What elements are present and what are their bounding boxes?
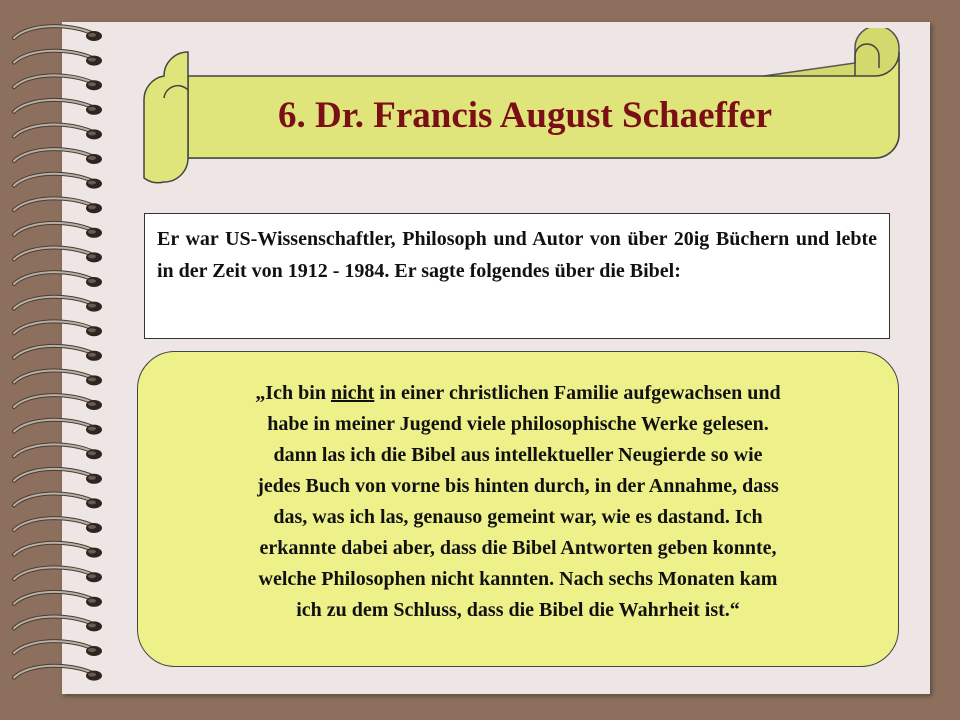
spiral-coil (14, 75, 102, 90)
spiral-coil (14, 346, 102, 361)
spiral-coil (14, 469, 102, 484)
spiral-coil (14, 666, 102, 681)
spiral-coil (14, 223, 102, 238)
quote-emphasis: nicht (330, 382, 375, 404)
quote-line-1-start: „Ich bin (255, 382, 331, 404)
quote-line-5: das, was ich las, genauso gemeint war, wie es dastand. Ich (273, 506, 763, 528)
quote-line-4: jedes Buch von vorne bis hinten durch, in der Annahme, dass (257, 475, 779, 497)
quote-line-8: ich zu dem Schluss, dass die Bibel die Wahrheit ist.“ (296, 599, 740, 621)
spiral-coil (14, 567, 102, 582)
spiral-coil (14, 100, 102, 115)
page-title: 6. Dr. Francis August Schaeffer (278, 95, 772, 136)
quote-line-3: dann las ich die Bibel aus intellektueller Neugierde so wie (273, 444, 763, 466)
spiral-binding (8, 22, 108, 698)
quote-line-1 (138, 378, 898, 409)
spiral-coil (14, 321, 102, 336)
spiral-coil (14, 420, 102, 435)
spiral-coil (14, 494, 102, 509)
spiral-coil (14, 641, 102, 656)
spiral-coil (14, 371, 102, 386)
spiral-coil (14, 174, 102, 189)
spiral-coil (14, 395, 102, 410)
spiral-coil (14, 149, 102, 164)
quote-line-6: erkannte dabei aber, dass die Bibel Antworten geben konnte, (259, 537, 777, 559)
spiral-coil (14, 592, 102, 607)
spiral-coil (14, 444, 102, 459)
quote-line-1-end: in einer christlichen Familie aufgewachsen und (374, 382, 781, 404)
spiral-coil (14, 617, 102, 632)
spiral-coil (14, 26, 102, 41)
spiral-coil (14, 248, 102, 263)
intro-text: Er war US-Wissenschaftler, Philosoph und Autor von über 20ig Büchern und lebte in der Zeit von 1912 - 1984. Er sagte folgendes über die Bibel: (157, 228, 877, 282)
quote-line-2: habe in meiner Jugend viele philosophische Werke gelesen. (267, 413, 769, 435)
spiral-coil (14, 272, 102, 287)
intro-box (144, 213, 890, 339)
quote-box (137, 351, 899, 667)
spiral-coil (14, 543, 102, 558)
quote-line-7: welche Philosophen nicht kannten. Nach sechs Monaten kam (258, 568, 778, 590)
spiral-coil (14, 297, 102, 312)
spiral-coil (14, 198, 102, 213)
spiral-coil (14, 51, 102, 66)
spiral-coil (14, 125, 102, 140)
quote-text (138, 378, 898, 626)
spiral-coil (14, 518, 102, 533)
